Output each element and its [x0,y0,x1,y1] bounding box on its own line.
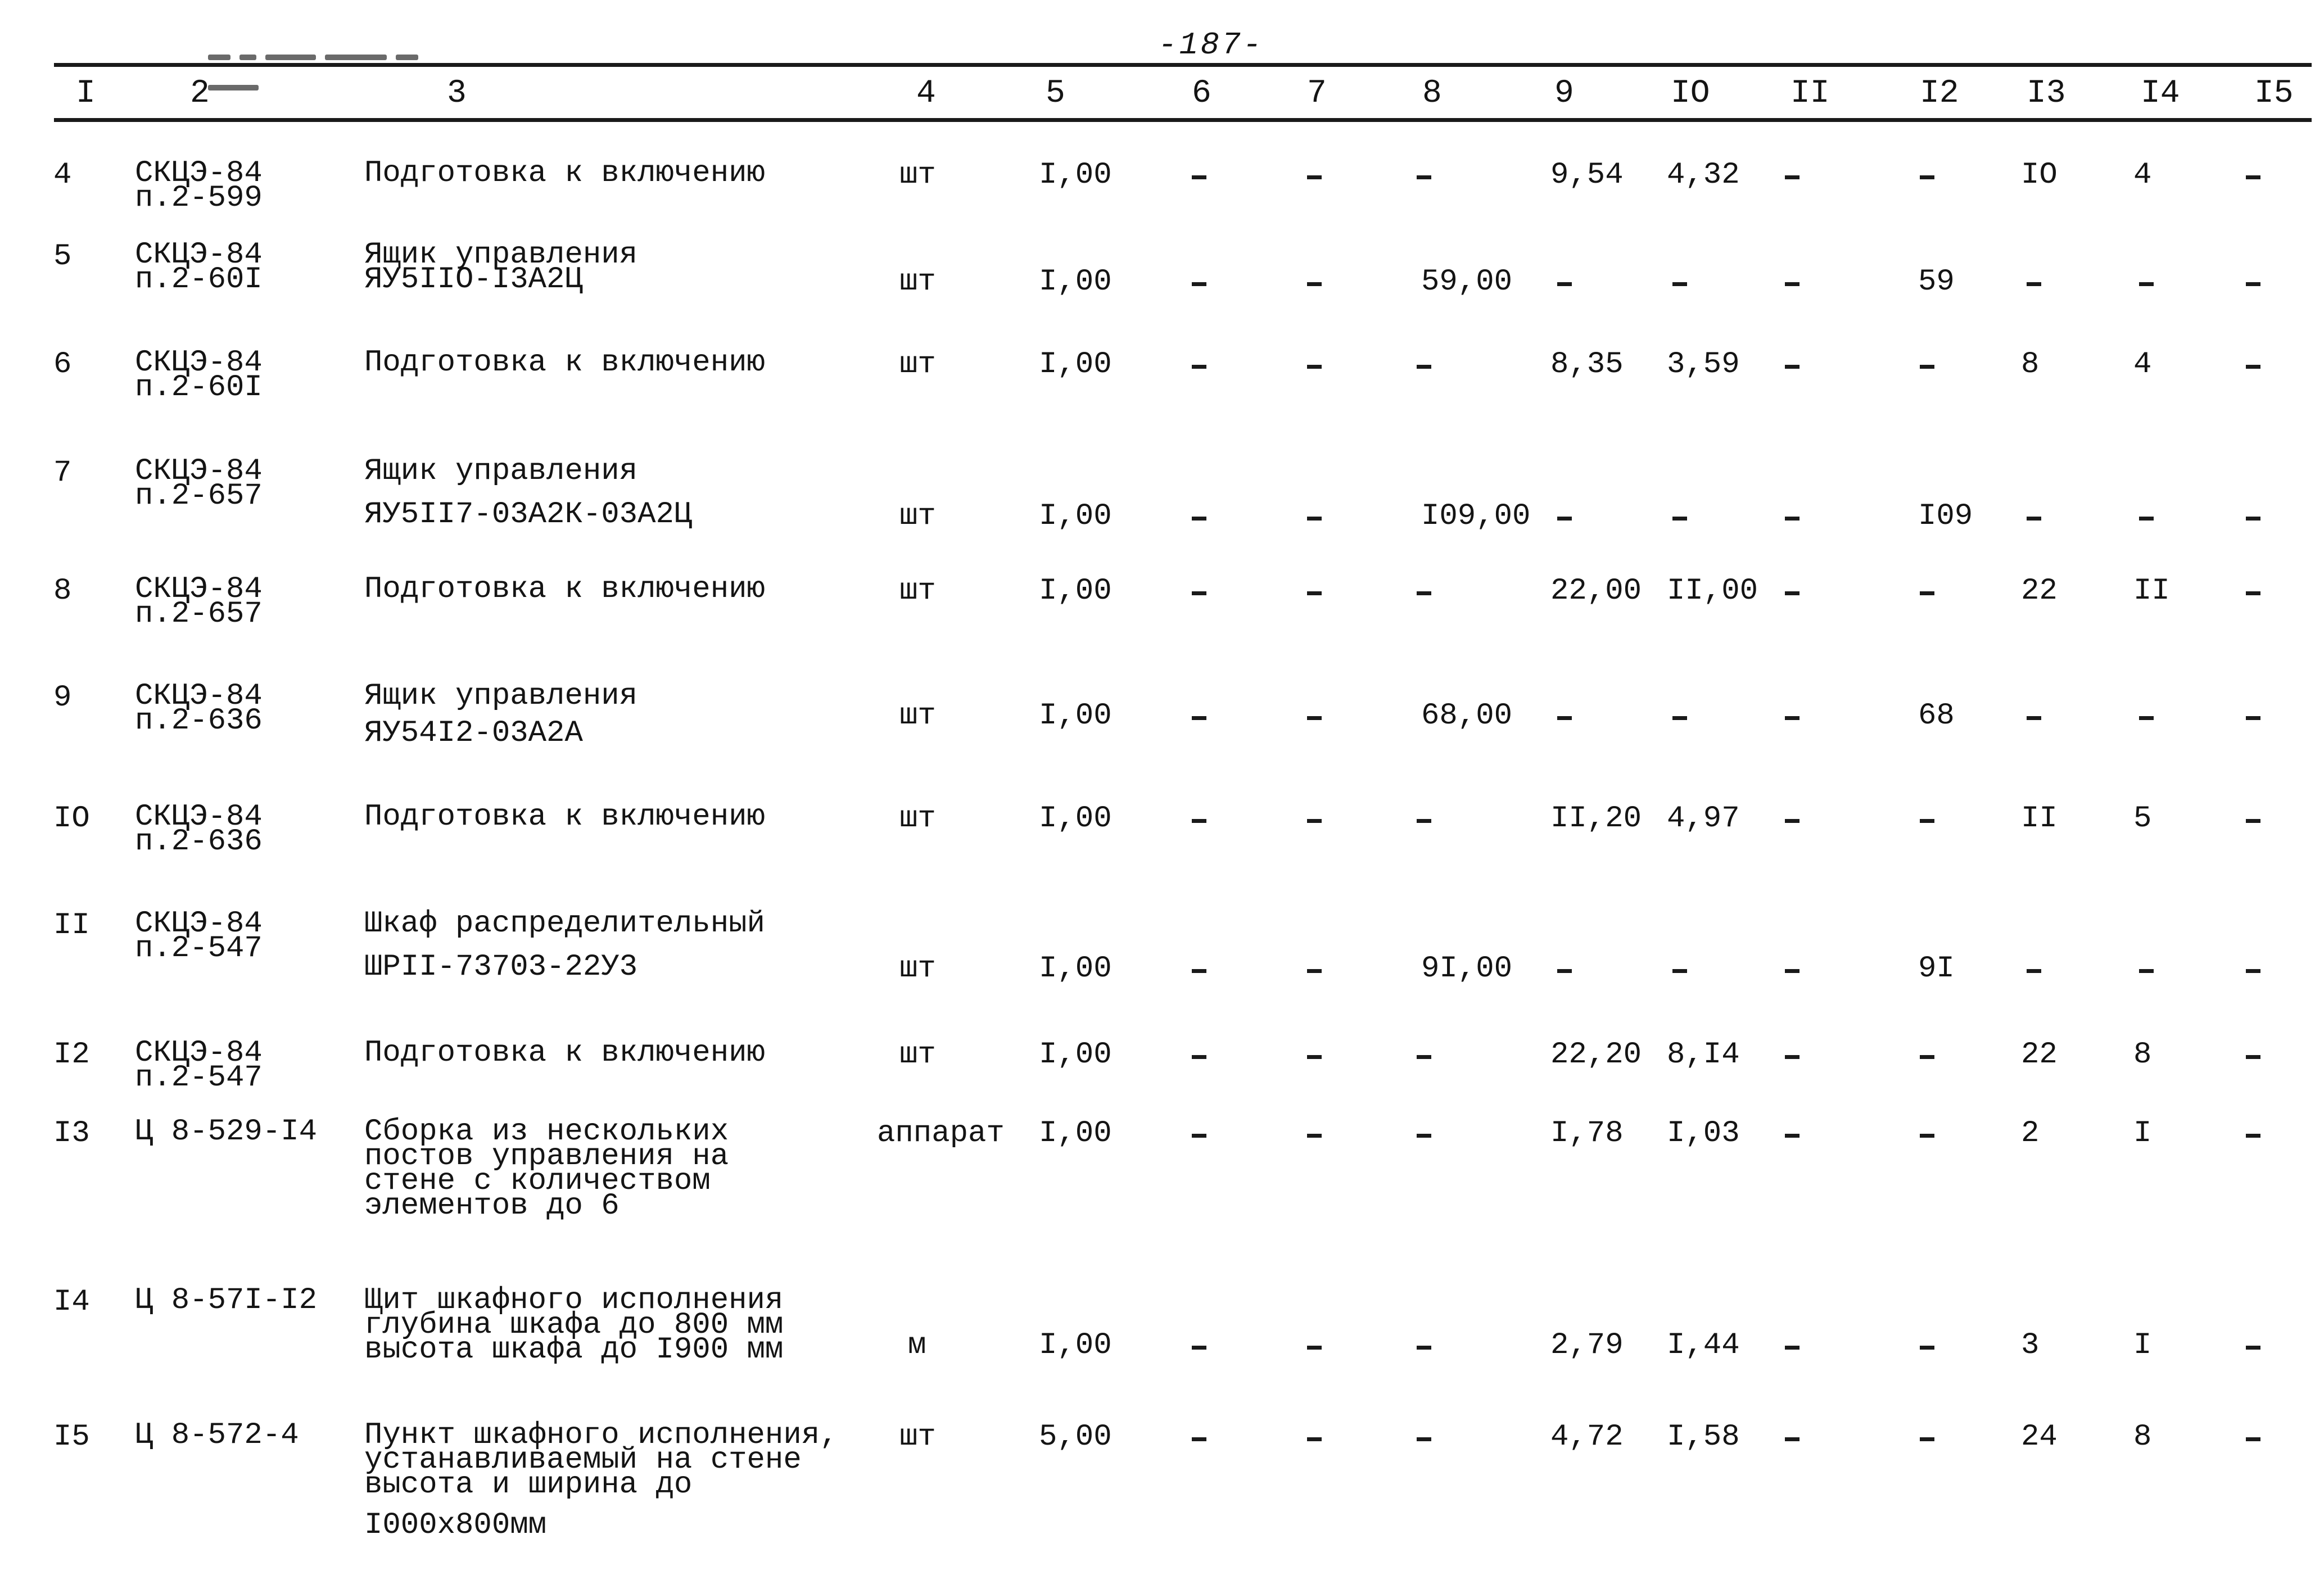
value-col-8: 68,00 [1421,699,1513,733]
work-description: глубина шкафа до 800 мм [364,1308,784,1342]
row-number: II [53,908,90,943]
dash-mark [1192,517,1206,521]
work-description: Пункт шкафного исполнения, [364,1418,838,1452]
dash-mark [2246,517,2260,521]
work-description: Подготовка к включению [364,346,765,380]
quantity: 5,00 [1039,1420,1112,1454]
dash-mark [1417,1055,1431,1059]
dash-mark [1307,365,1322,369]
dash-mark [1920,1437,1934,1441]
unit-of-measure: аппарат [877,1116,1005,1151]
normative-code: СКЦЭ-84 [135,679,263,713]
unit-of-measure: шт [899,347,936,382]
value-col-13: 2 [2021,1116,2040,1151]
quantity: I,00 [1039,699,1112,733]
work-description: элементов до 6 [364,1189,620,1223]
normative-code: п.2-657 [135,597,263,631]
work-description: ШРII-73703-22У3 [364,950,638,984]
column-header-6: 6 [1192,75,1211,112]
dash-mark [1307,591,1322,595]
quantity: I,00 [1039,802,1112,836]
row-number: 8 [53,574,72,608]
dash-mark [1785,175,1799,179]
normative-code: СКЦЭ-84 [135,1036,263,1070]
work-description: устанавливаемый на стене [364,1443,802,1477]
normative-code: СКЦЭ-84 [135,800,263,834]
dash-mark [1192,365,1206,369]
work-description: Щит шкафного исполнения [364,1283,784,1318]
dash-mark [1920,365,1934,369]
dash-mark [1672,282,1687,286]
work-description: I000х800мм [364,1508,547,1542]
dash-mark [1672,517,1687,521]
value-col-14: I [2133,1328,2152,1363]
dash-mark [1307,819,1322,823]
dash-mark [1192,1437,1206,1441]
normative-code: СКЦЭ-84 [135,572,263,607]
row-number: 5 [53,239,72,274]
work-description: ЯУ5IIО-I3А2Ц [364,263,583,297]
value-col-13: 24 [2021,1420,2058,1454]
quantity: I,00 [1039,265,1112,299]
dash-mark [1417,175,1431,179]
value-col-14: I [2133,1116,2152,1151]
normative-code: Ц 8-529-I4 [135,1115,318,1149]
column-header-10: IO [1671,75,1710,112]
dash-mark [1307,1437,1322,1441]
normative-code: п.2-657 [135,479,263,513]
unit-of-measure: шт [899,1038,936,1072]
normative-code: п.2-60I [135,263,263,297]
work-description: ЯУ54I2-03А2А [364,716,583,750]
value-col-12: 9I [1918,952,1955,986]
row-number: I3 [53,1116,90,1151]
row-number: 9 [53,681,72,715]
dash-mark [1192,716,1206,720]
normative-code: п.2-636 [135,825,263,859]
row-number: IO [53,802,90,836]
normative-code: п.2-60I [135,370,263,405]
normative-code: п.2-636 [135,704,263,738]
column-header-14: I4 [2141,75,2180,112]
normative-code: СКЦЭ-84 [135,907,263,941]
dash-mark [1920,1055,1934,1059]
unit-of-measure: шт [899,158,936,192]
quantity: I,00 [1039,1038,1112,1072]
normative-code: п.2-547 [135,931,263,966]
normative-code: Ц 8-572-4 [135,1418,299,1452]
column-header-9: 9 [1554,75,1574,112]
dash-mark [1417,1437,1431,1441]
dash-mark [2139,969,2154,973]
dash-mark [2246,1437,2260,1441]
value-col-10: I,58 [1667,1420,1740,1454]
dash-mark [1672,716,1687,720]
dash-mark [1192,1055,1206,1059]
column-header-2: 2 [190,75,210,112]
page-number: -187- [1158,27,1264,63]
quantity: I,00 [1039,1116,1112,1151]
dash-mark [1785,1055,1799,1059]
row-number: I4 [53,1285,90,1319]
dash-mark [2246,591,2260,595]
unit-of-measure: шт [899,499,936,533]
quantity: I,00 [1039,158,1112,192]
dash-mark [1307,175,1322,179]
dash-mark [2027,282,2041,286]
dash-mark [1307,282,1322,286]
work-description: Шкаф распределительный [364,907,765,941]
work-description: постов управления на [364,1139,729,1174]
column-header-1: I [76,75,96,112]
work-description: Подготовка к включению [364,800,765,834]
value-col-14: II [2133,574,2170,608]
value-col-9: II,20 [1550,802,1642,836]
value-col-13: 3 [2021,1328,2040,1363]
row-number: 4 [53,158,72,192]
value-col-14: 5 [2133,802,2152,836]
value-col-9: 9,54 [1550,158,1624,192]
value-col-13: II [2021,802,2058,836]
work-description: Подготовка к включению [364,1036,765,1070]
dash-mark [2027,517,2041,521]
value-col-8: I09,00 [1421,499,1531,533]
dash-mark [2246,1134,2260,1138]
dash-mark [1192,1134,1206,1138]
dash-mark [1785,1437,1799,1441]
dash-mark [1785,517,1799,521]
work-description: ЯУ5II7-03А2К-03А2Ц [364,497,693,532]
dash-mark [2139,517,2154,521]
work-description: высота шкафа до I900 мм [364,1333,784,1367]
value-col-9: I,78 [1550,1116,1624,1151]
quantity: I,00 [1039,347,1112,382]
column-header-5: 5 [1046,75,1065,112]
value-col-8: 59,00 [1421,265,1513,299]
value-col-14: 4 [2133,347,2152,382]
quantity: I,00 [1039,499,1112,533]
dash-mark [1192,282,1206,286]
value-col-13: 22 [2021,574,2058,608]
dash-mark [1785,365,1799,369]
value-col-10: I,03 [1667,1116,1740,1151]
dash-mark [2246,282,2260,286]
value-col-13: IO [2021,158,2058,192]
column-header-12: I2 [1920,75,1959,112]
column-header-8: 8 [1422,75,1442,112]
value-col-9: 4,72 [1550,1420,1624,1454]
work-description: Ящик управления [364,238,638,272]
work-description: Ящик управления [364,454,638,488]
dash-mark [1920,591,1934,595]
dash-mark [1920,1346,1934,1350]
dash-mark [2246,1055,2260,1059]
quantity: I,00 [1039,1328,1112,1363]
column-header-13: I3 [2027,75,2066,112]
dash-mark [2246,716,2260,720]
value-col-13: 8 [2021,347,2040,382]
column-header-15: I5 [2254,75,2294,112]
dash-mark [2027,716,2041,720]
value-col-14: 4 [2133,158,2152,192]
value-col-14: 8 [2133,1420,2152,1454]
row-number: 7 [53,456,72,490]
work-description: стене с количеством [364,1164,711,1198]
dash-mark [1920,1134,1934,1138]
dash-mark [1920,175,1934,179]
dash-mark [1307,1055,1322,1059]
column-header-11: II [1791,75,1830,112]
normative-code: п.2-547 [135,1061,263,1095]
column-header-7: 7 [1307,75,1327,112]
value-col-9: 2,79 [1550,1328,1624,1363]
dash-mark [2246,365,2260,369]
column-header-3: 3 [447,75,467,112]
quantity: I,00 [1039,574,1112,608]
dash-mark [2027,969,2041,973]
dash-mark [1307,517,1322,521]
value-col-10: I,44 [1667,1328,1740,1363]
work-description: Сборка из нескольких [364,1115,729,1149]
normative-code: СКЦЭ-84 [135,454,263,488]
value-col-9: 22,00 [1550,574,1642,608]
dash-mark [1785,1346,1799,1350]
dash-mark [1557,716,1572,720]
normative-code: п.2-599 [135,181,263,215]
value-col-8: 9I,00 [1421,952,1513,986]
value-col-12: I09 [1918,499,1973,533]
dash-mark [1192,819,1206,823]
unit-of-measure: шт [899,699,936,733]
normative-code: СКЦЭ-84 [135,156,263,191]
unit-of-measure: шт [899,265,936,299]
dash-mark [1192,1346,1206,1350]
work-description: Подготовка к включению [364,572,765,607]
dash-mark [1307,969,1322,973]
dash-mark [1417,591,1431,595]
row-number: I5 [53,1420,90,1454]
work-description: Ящик управления [364,679,638,713]
dash-mark [1192,969,1206,973]
dash-mark [2139,282,2154,286]
dash-mark [2246,819,2260,823]
value-col-9: 22,20 [1550,1038,1642,1072]
dash-mark [2246,1346,2260,1350]
dash-mark [1192,175,1206,179]
dash-mark [2246,175,2260,179]
header-bottom-rule [54,118,2312,122]
dash-mark [1557,517,1572,521]
value-col-12: 68 [1918,699,1955,733]
unit-of-measure: шт [899,1420,936,1454]
dash-mark [1920,819,1934,823]
quantity: I,00 [1039,952,1112,986]
value-col-10: 4,32 [1667,158,1740,192]
value-col-10: 8,I4 [1667,1038,1740,1072]
faded-header-stamp [208,43,483,53]
value-col-14: 8 [2133,1038,2152,1072]
dash-mark [1417,365,1431,369]
dash-mark [1557,969,1572,973]
dash-mark [1785,1134,1799,1138]
dash-mark [1785,591,1799,595]
row-number: I2 [53,1038,90,1072]
value-col-9: 8,35 [1550,347,1624,382]
work-description: Подготовка к включению [364,156,765,191]
dash-mark [1557,282,1572,286]
work-description: высота и ширина до [364,1468,693,1502]
dash-mark [1785,716,1799,720]
dash-mark [1785,819,1799,823]
normative-code: СКЦЭ-84 [135,238,263,272]
unit-of-measure: м [908,1328,926,1363]
column-header-4: 4 [916,75,936,112]
dash-mark [1417,1346,1431,1350]
dash-mark [1785,969,1799,973]
value-col-10: 3,59 [1667,347,1740,382]
dash-mark [1307,1134,1322,1138]
dash-mark [1417,819,1431,823]
header-top-rule [54,63,2312,67]
normative-code: Ц 8-57I-I2 [135,1283,318,1318]
value-col-13: 22 [2021,1038,2058,1072]
value-col-10: II,00 [1667,574,1758,608]
normative-code: СКЦЭ-84 [135,346,263,380]
dash-mark [2139,716,2154,720]
dash-mark [1785,282,1799,286]
dash-mark [1307,1346,1322,1350]
unit-of-measure: шт [899,574,936,608]
row-number: 6 [53,347,72,382]
unit-of-measure: шт [899,952,936,986]
unit-of-measure: шт [899,802,936,836]
value-col-10: 4,97 [1667,802,1740,836]
dash-mark [1192,591,1206,595]
value-col-12: 59 [1918,265,1955,299]
dash-mark [1307,716,1322,720]
dash-mark [1672,969,1687,973]
dash-mark [1417,1134,1431,1138]
dash-mark [2246,969,2260,973]
